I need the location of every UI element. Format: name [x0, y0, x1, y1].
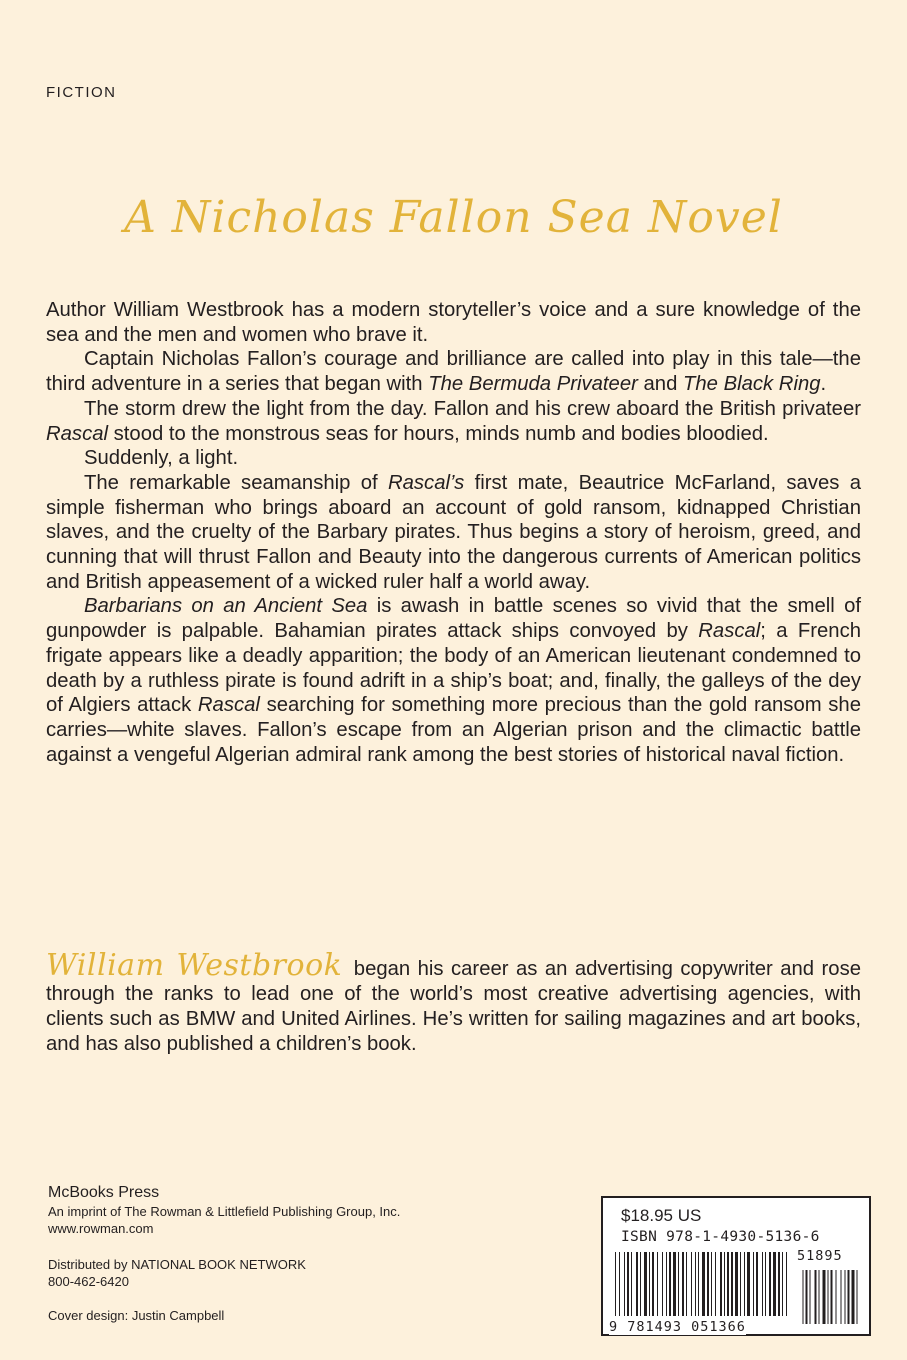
- barcode-bar: [695, 1252, 696, 1316]
- barcode-bar: [747, 1252, 750, 1316]
- author-bio: [46, 948, 861, 1057]
- description-text: .: [820, 373, 827, 396]
- barcode-bar: [691, 1252, 692, 1316]
- description-text: stood to the monstrous seas for hours, minds numb and bodies bloodied.: [108, 422, 769, 445]
- barcode-addon-bar: [836, 1270, 837, 1324]
- barcode-bar: [765, 1252, 766, 1316]
- description-text: Author William Westbrook has a modern storyteller’s voice and a sure knowledge of the sea and the men and women who brave it.: [46, 299, 861, 346]
- ship-name: Rascal’s: [387, 471, 465, 494]
- barcode-bar: [669, 1252, 671, 1316]
- barcode-addon-bar: [823, 1270, 826, 1324]
- barcode-bar: [786, 1252, 787, 1316]
- barcode-bar: [662, 1252, 663, 1316]
- ship-name: Rascal: [46, 422, 108, 445]
- barcode-bar: [631, 1252, 632, 1316]
- barcode-addon-bar: [831, 1270, 833, 1324]
- description-text: Captain Nicholas Fallon’s courage and brilliance are called into play in this tale—the third adventure in a series that began with: [46, 348, 861, 396]
- barcode-addon-digits: 51895: [797, 1248, 843, 1264]
- description-text: searching for something more precious than the gold ransom she carries—white slaves. Fallon’s escape from an Algerian prison and the climactic battle against a vengeful Algerian admiral rank among the best stories of historical naval fiction.: [46, 694, 861, 766]
- barcode-bar: [727, 1252, 729, 1316]
- barcode-bar: [702, 1252, 705, 1316]
- book-title: The Black Ring: [682, 373, 821, 396]
- description-text: Suddenly, a light.: [84, 447, 239, 470]
- publisher-website: www.rowman.com: [48, 1221, 154, 1236]
- barcode-bar: [640, 1252, 641, 1316]
- barcode-bar: [744, 1252, 745, 1316]
- barcode-bar: [735, 1252, 738, 1316]
- distributor-phone: 800-462-6420: [48, 1274, 129, 1289]
- barcode-bar: [686, 1252, 687, 1316]
- description-text: ; a French frigate appears like a deadly apparition; the body of an American lieutenant condemned to death by a ruthless pirate is found adrift in a ship’s boat; and, finally, the galleys of the dey of Algiers attack: [46, 620, 861, 717]
- ship-name: Rascal: [197, 694, 260, 717]
- barcode-bar: [636, 1252, 638, 1316]
- barcode-bar: [649, 1252, 650, 1316]
- barcode-bar: [707, 1252, 709, 1316]
- barcode-addon-bar: [828, 1270, 829, 1324]
- barcode-bar: [615, 1252, 616, 1316]
- ship-name: Rascal: [698, 620, 761, 643]
- book-title: Barbarians on an Ancient Sea: [84, 595, 368, 618]
- description-paragraph: [46, 471, 861, 595]
- barcode-addon-bar: [806, 1270, 808, 1324]
- book-title: The Bermuda Privateer: [428, 373, 638, 396]
- bio-text: began his career as an advertising copywriter and rose through the ranks to lead one of the world’s most creative advertising agencies, with clients such as BMW and United Airlines. He’s written for sailing magazines and art books, and has also published a children’s book.: [46, 958, 861, 1055]
- barcode-addon-bar: [845, 1270, 846, 1324]
- barcode-bar: [627, 1252, 629, 1316]
- publisher-name: McBooks Press: [48, 1184, 160, 1201]
- bio-paragraph: [46, 948, 861, 1057]
- barcode-bar: [678, 1252, 679, 1316]
- barcode-bar: [673, 1252, 676, 1316]
- barcode-addon-bar: [841, 1270, 842, 1324]
- barcode-bar: [698, 1252, 699, 1316]
- author-signature: William Westbrook: [46, 948, 343, 983]
- description-paragraph: [46, 594, 861, 767]
- isbn-label: ISBN 978-1-4930-5136-6: [621, 1229, 820, 1245]
- barcode-bar: [619, 1252, 620, 1316]
- barcode-bar: [666, 1252, 667, 1316]
- barcode-bar: [724, 1252, 725, 1316]
- series-title: A Nicholas Fallon Sea Novel: [124, 192, 783, 243]
- description-paragraph: [46, 446, 861, 471]
- description-text: and: [637, 373, 683, 396]
- description-text: first mate, Beautrice McFarland, saves a simple fisherman who brings aboard an account of gold ransom, kidnapped Christian slaves, and the cruelty of the Barbary pirates. Thus begins a story of heroism, greed, and cunning that will thrust Fallon and Beauty into the dangerous currents of American politics and British appeasement of a wicked ruler half a world away.: [46, 471, 861, 593]
- barcode-bar: [682, 1252, 684, 1316]
- barcode-addon-bar: [857, 1270, 858, 1324]
- genre-label: FICTION: [46, 84, 117, 101]
- barcode-bar: [778, 1252, 780, 1316]
- barcode-bar: [715, 1252, 716, 1316]
- barcode-bar: [711, 1252, 712, 1316]
- barcode-bar: [624, 1252, 625, 1316]
- barcode-bar: [769, 1252, 771, 1316]
- barcode-box: [601, 1196, 871, 1336]
- description-paragraph: [46, 347, 861, 396]
- barcode-bar: [756, 1252, 758, 1316]
- barcode-bar: [782, 1252, 783, 1316]
- barcode-bar: [762, 1252, 763, 1316]
- barcode-bar: [657, 1252, 658, 1316]
- barcode-addon-bar: [848, 1270, 850, 1324]
- barcode-bar: [753, 1252, 754, 1316]
- description-text: The remarkable seamanship of: [84, 471, 388, 494]
- publisher-info: [48, 1183, 400, 1237]
- barcode-bar: [644, 1252, 647, 1316]
- description-text: The storm drew the light from the day. Fallon and his crew aboard the British privateer: [84, 397, 861, 420]
- barcode-bar: [652, 1252, 654, 1316]
- barcode-addon-bar: [810, 1270, 811, 1324]
- barcode-bar: [773, 1252, 776, 1316]
- barcode-digits: 9 781493 051366: [609, 1319, 746, 1335]
- distributor-line: Distributed by NATIONAL BOOK NETWORK: [48, 1257, 306, 1272]
- description-text: is awash in battle scenes so vivid that the smell of gunpowder is palpable. Bahamian pirates attack ships convoyed by: [46, 595, 862, 643]
- barcode-addon-bar: [803, 1270, 804, 1324]
- barcode-bar: [731, 1252, 733, 1316]
- barcode-bar: [720, 1252, 722, 1316]
- barcode-addon-bar: [852, 1270, 855, 1324]
- cover-credit: Cover design: Justin Campbell: [48, 1308, 225, 1323]
- barcode-addon-bar: [819, 1270, 820, 1324]
- price-label: $18.95 US: [621, 1206, 702, 1225]
- description-paragraph: [46, 397, 861, 446]
- description-paragraph: [46, 298, 861, 347]
- publisher-imprint: An imprint of The Rowman & Littlefield Publishing Group, Inc.: [48, 1204, 401, 1219]
- barcode-bar: [740, 1252, 741, 1316]
- distributor-info: [48, 1256, 306, 1290]
- barcode-addon-bar: [815, 1270, 817, 1324]
- book-description: [46, 298, 861, 767]
